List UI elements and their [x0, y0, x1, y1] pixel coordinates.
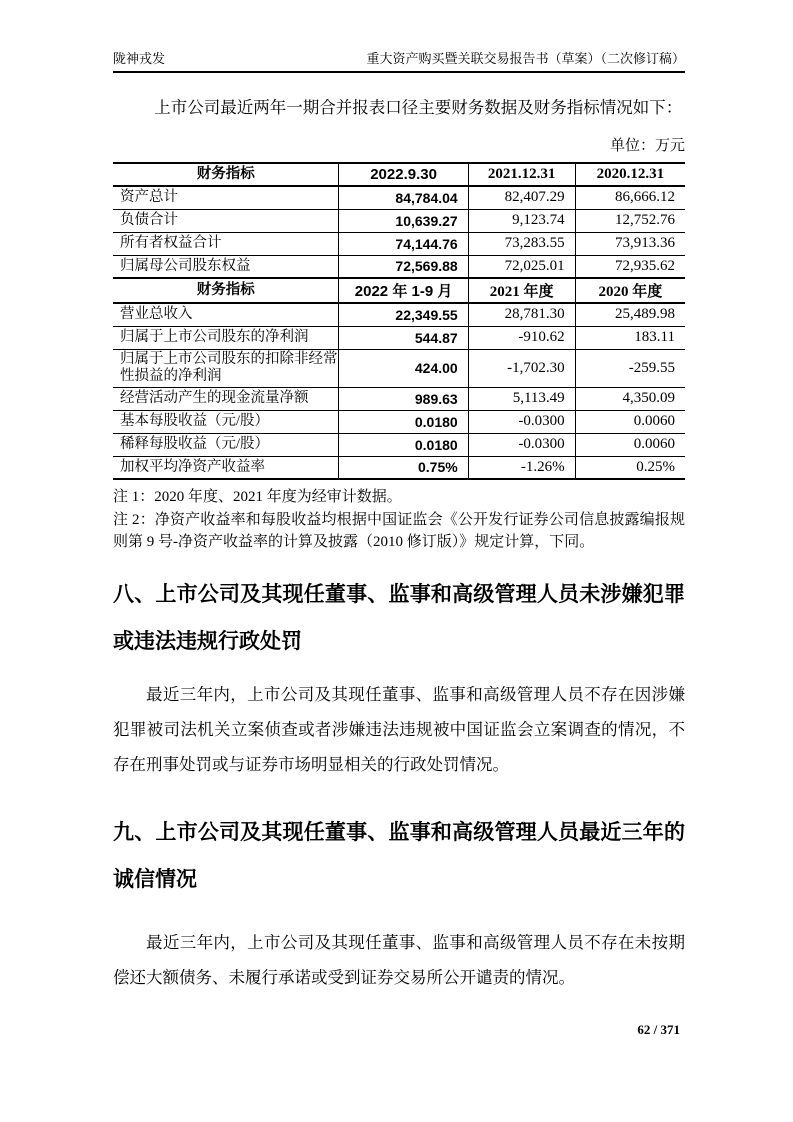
table-header-row — [113, 278, 685, 303]
header-company-name: 陇神戎发 — [113, 51, 166, 66]
table-cell: 86,666.12 — [575, 186, 685, 209]
note-line: 注 1：2020 年度、2021 年度为经审计数据。 — [113, 489, 402, 505]
note-line: 注 2：净资产收益率和每股收益均根据中国证监会《公开发行证券公司信息披露编报规则第 9 号-净资产收益率的计算及披露（2010 修订版）》规定计算，下同。 — [113, 511, 685, 550]
table-row — [113, 433, 685, 456]
table-cell: 73,913.36 — [575, 232, 685, 255]
table-cell: 9,123.74 — [468, 209, 575, 232]
financial-indicators-table — [113, 162, 685, 480]
table-row — [113, 209, 685, 232]
header-cell: 财务指标 — [113, 163, 339, 186]
table-cell: 经营活动产生的现金流量净额 — [113, 387, 339, 410]
table-cell: 0.25% — [575, 456, 685, 479]
table-cell: 4,350.09 — [575, 387, 685, 410]
header-cell: 2020 年度 — [575, 278, 685, 303]
unit-label: 单位：万元 — [609, 138, 685, 154]
table-cell: 73,283.55 — [468, 232, 575, 255]
table-cell: 0.75% — [339, 456, 468, 479]
table-cell: 归属于上市公司股东的扣除非经常性损益的净利润 — [113, 349, 339, 387]
table-cell: 0.0180 — [339, 433, 468, 456]
table-cell: 82,407.29 — [468, 186, 575, 209]
section-body-8: 最近三年内，上市公司及其现任董事、监事和高级管理人员不存在因涉嫌犯罪被司法机关立案侦查或者涉嫌违法违规被中国证监会立案调查的情况，不存在刑事处罚或与证券市场明显相关的行政处罚情况。 — [113, 684, 685, 774]
table-cell: 资产总计 — [113, 186, 339, 209]
section-heading-8: 八、上市公司及其现任董事、监事和高级管理人员未涉嫌犯罪或违法违规行政处罚 — [113, 582, 685, 653]
table-row — [113, 326, 685, 349]
table-cell: -1,702.30 — [468, 349, 575, 387]
table-cell: 归属于上市公司股东的净利润 — [113, 326, 339, 349]
table-cell: -1.26% — [468, 456, 575, 479]
table-cell: 基本每股收益（元/股） — [113, 410, 339, 433]
table-cell: 84,784.04 — [339, 186, 468, 209]
table-cell: 加权平均净资产收益率 — [113, 456, 339, 479]
header-cell: 2021 年度 — [468, 278, 575, 303]
table-cell: 所有者权益合计 — [113, 232, 339, 255]
section-heading-9: 九、上市公司及其现任董事、监事和高级管理人员最近三年的诚信情况 — [113, 820, 685, 891]
table-cell: 28,781.30 — [468, 303, 575, 326]
table-cell: -910.62 — [468, 326, 575, 349]
table-cell: 424.00 — [339, 349, 468, 387]
table-header-row — [113, 163, 685, 186]
table-notes — [113, 486, 685, 554]
page-number: 62 / 371 — [637, 1022, 680, 1037]
table-cell: 72,935.62 — [575, 255, 685, 278]
table-cell: 72,569.88 — [339, 255, 468, 278]
table-row — [113, 410, 685, 433]
table-row — [113, 186, 685, 209]
running-header — [113, 48, 685, 73]
table-cell: 负债合计 — [113, 209, 339, 232]
header-report-title: 重大资产购买暨关联交易报告书（草案）（二次修订稿） — [366, 51, 685, 66]
table-row — [113, 255, 685, 278]
table-cell: 5,113.49 — [468, 387, 575, 410]
table-cell: 归属母公司股东权益 — [113, 255, 339, 278]
table-cell: -0.0300 — [468, 410, 575, 433]
table-row — [113, 456, 685, 479]
table-cell: 12,752.76 — [575, 209, 685, 232]
table-cell: -259.55 — [575, 349, 685, 387]
table-cell: -0.0300 — [468, 433, 575, 456]
table-row — [113, 232, 685, 255]
intro-paragraph: 上市公司最近两年一期合并报表口径主要财务数据及财务指标情况如下： — [154, 98, 683, 117]
table-cell: 544.87 — [339, 326, 468, 349]
table-row — [113, 303, 685, 326]
table-cell: 10,639.27 — [339, 209, 468, 232]
table-cell: 稀释每股收益（元/股） — [113, 433, 339, 456]
table-row — [113, 349, 685, 387]
table-cell: 25,489.98 — [575, 303, 685, 326]
table-cell: 989.63 — [339, 387, 468, 410]
header-cell: 2022 年 1-9 月 — [339, 278, 468, 303]
table-row — [113, 387, 685, 410]
table-cell: 0.0180 — [339, 410, 468, 433]
table-cell: 74,144.76 — [339, 232, 468, 255]
header-cell: 2020.12.31 — [575, 163, 685, 186]
table-cell: 22,349.55 — [339, 303, 468, 326]
header-cell: 2022.9.30 — [339, 163, 468, 186]
table-cell: 183.11 — [575, 326, 685, 349]
table-cell: 0.0060 — [575, 433, 685, 456]
header-cell: 财务指标 — [113, 278, 339, 303]
table-cell: 营业总收入 — [113, 303, 339, 326]
section-body-9: 最近三年内，上市公司及其现任董事、监事和高级管理人员不存在未按期偿还大额债务、未履行承诺或受到证券交易所公开谴责的情况。 — [113, 932, 685, 987]
header-cell: 2021.12.31 — [468, 163, 575, 186]
table-cell: 72,025.01 — [468, 255, 575, 278]
table-cell: 0.0060 — [575, 410, 685, 433]
